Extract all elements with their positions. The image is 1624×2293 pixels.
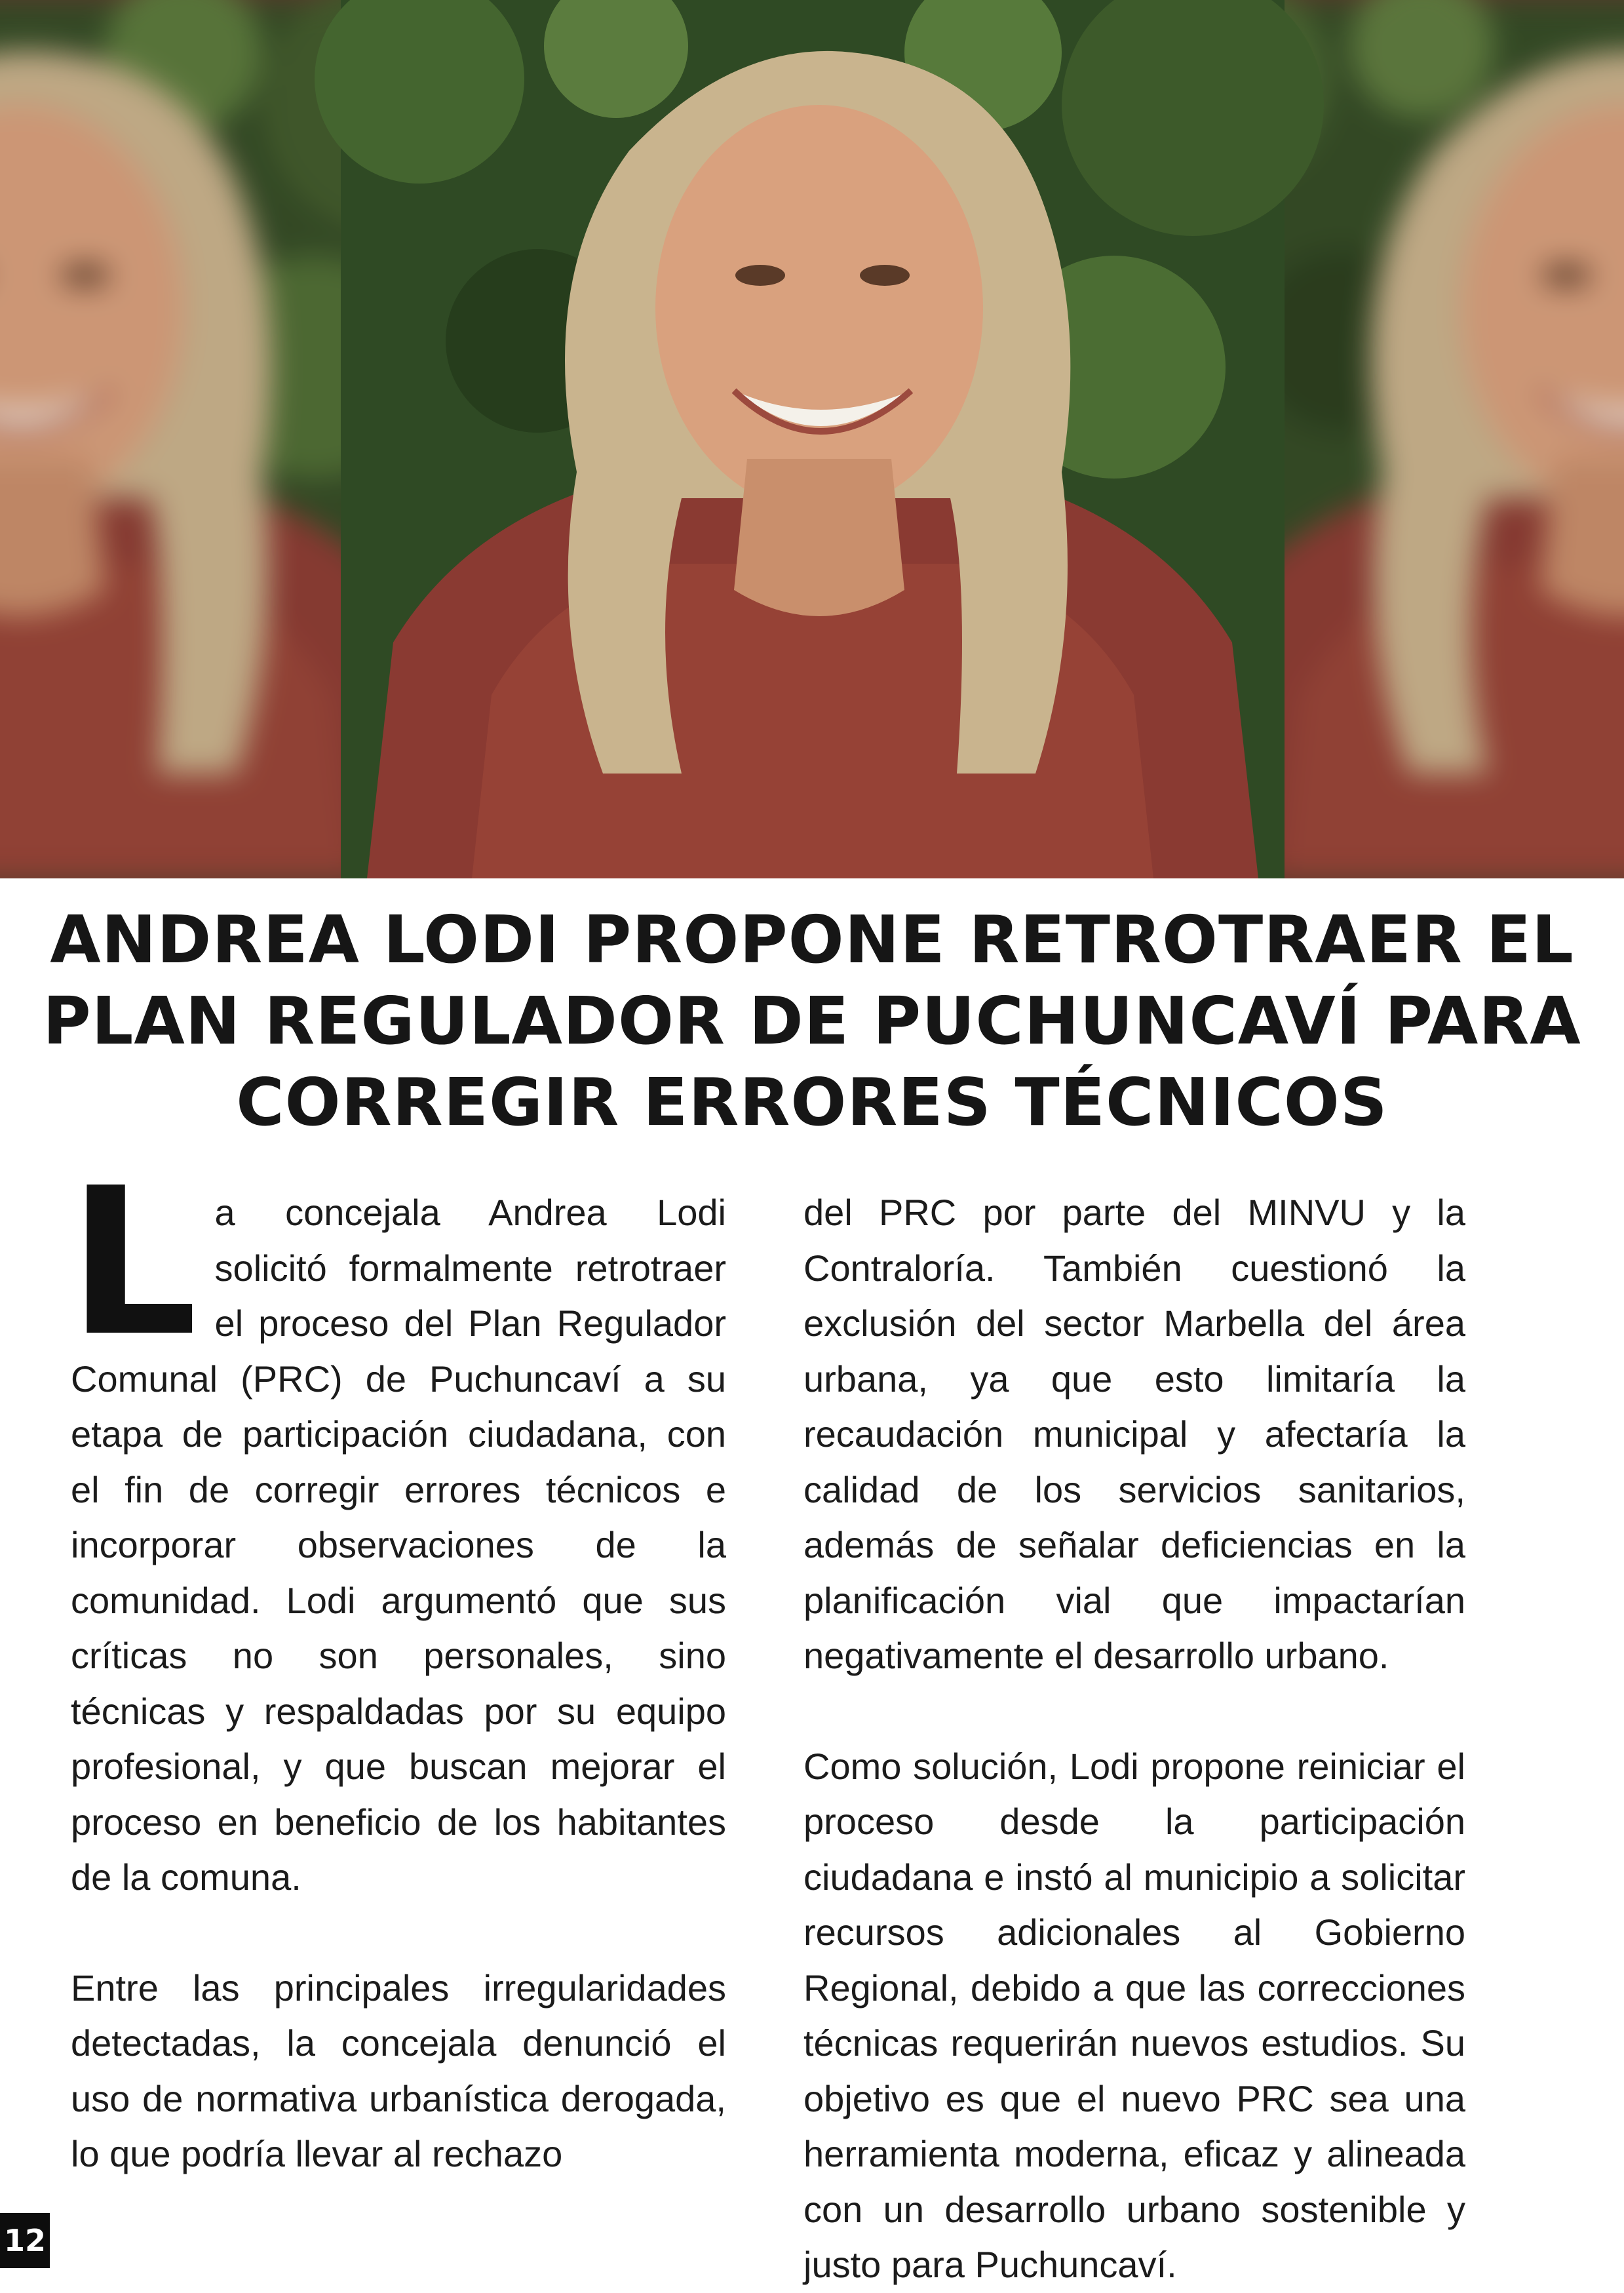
article-column-left	[68, 1145, 726, 2182]
article-paragraph: Entre las principales irregularidades detectadas, la concejala denunció el uso de normativa urbanística derogada, lo que podría llevar al rechazo	[71, 1967, 726, 2174]
page-number: 12	[0, 2213, 50, 2268]
hero-photo	[0, 0, 1624, 878]
drop-cap: L	[68, 1145, 198, 1381]
article-headline: ANDREA LODI PROPONE RETROTRAER EL PLAN REGULADOR DE PUCHUNCAVÍ PARA CORREGIR ERRORES TÉCNICOS	[43, 901, 1581, 1141]
article-paragraph: Como solución, Lodi propone reiniciar el proceso desde la participación ciudadana e instó al municipio a solicitar recursos adicionales al Gobierno Regional, debido a que las correcciones técnicas requerirán nuevos estudios. Su objetivo es que el nuevo PRC sea una herramienta moderna, eficaz y alineada con un desarrollo urbano sostenible y justo para Puchuncaví.	[803, 1745, 1465, 2285]
paragraph-text: a concejala Andrea Lodi solicitó formalmente retrotraer el proceso del Plan Regulador Comunal (PRC) de Puchuncaví a su etapa de participación ciudadana, con el fin de corregir errores técnicos e incorporar observaciones de la comunidad. Lodi argumentó que sus críticas no son personales, sino técnicas y respaldadas por su equipo profesional, y que buscan mejorar el proceso en beneficio de los habitantes de la comuna.	[71, 1192, 726, 1898]
article-paragraph: del PRC por parte del MINVU y la Contraloría. También cuestionó la exclusión del sector Marbella del área urbana, ya que esto limitaría la recaudación municipal y afectaría la calidad de los servicios sanitarios, además de señalar deficiencias en la planificación vial que impactarían negativamente el desarrollo urbano.	[803, 1192, 1465, 1676]
article-paragraph	[68, 1145, 726, 1906]
article-column-right	[803, 1185, 1465, 2293]
